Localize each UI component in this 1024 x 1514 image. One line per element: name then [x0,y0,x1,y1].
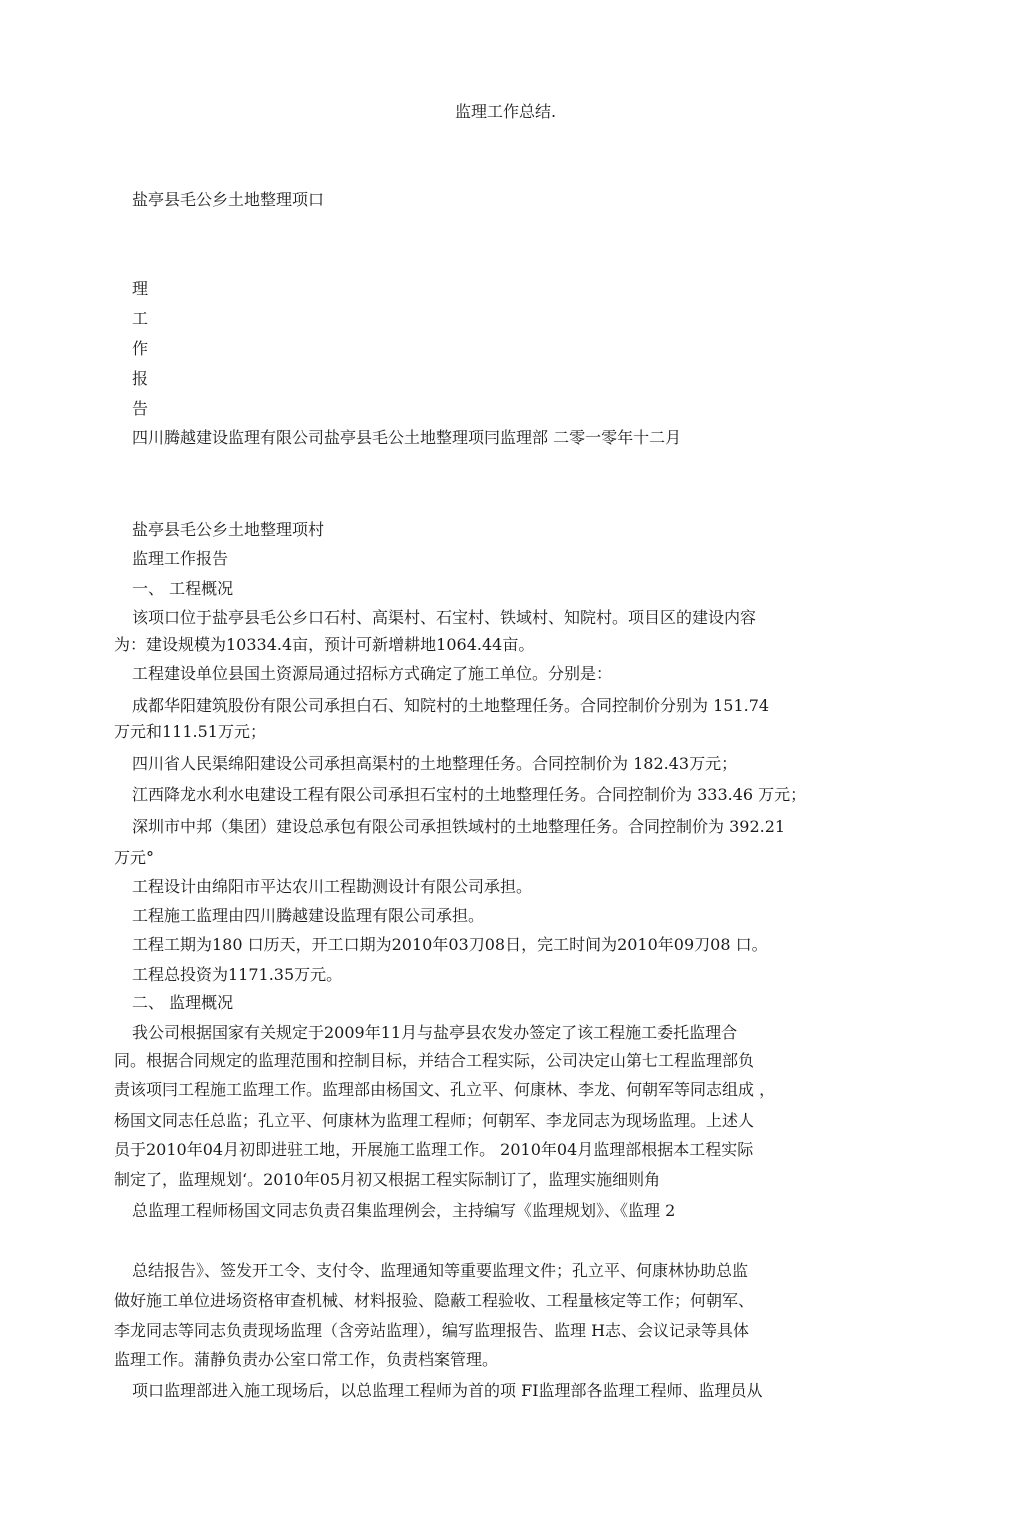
document-title: 监理工作总结. [455,102,557,121]
body-line: 四川省人民渠绵阳建设公司承担高渠村的土地整理任务。合同控制价为 182.43万元； [132,754,738,773]
body-line: 工程总投资为1171.35万元。 [132,965,343,984]
body-line: 成都华阳建筑股份有限公司承担白石、知院村的土地整理任务。合同控制价分别为 151.74 [132,696,770,715]
body-line: 深圳市中邦（集团）建设总承包有限公司承担铁域村的土地整理任务。合同控制价为 392.21 [132,817,786,836]
cover-vertical-char: 告 [132,399,149,418]
body-line: 工程工期为180 口历天，开工口期为2010年03刀08日，完工时间为2010年09刀08 口。 [132,935,768,954]
body-line: 做好施工单位进场资格审查机械、材料报验、隐蔽工程验收、工程量核定等工作；何朝军、 [114,1291,755,1310]
body-line: 工程设计由绵阳市平达农川工程勘测设计有限公司承担。 [132,877,533,896]
body-line: 总结报告》、签发开工令、支付令、监理通知等重要监理文件；孔立平、何康林协助总监 [132,1261,749,1280]
body-line: 监理工作报告 [132,549,229,568]
body-line: 工程建设单位县国土资源局通过招标方式确定了施工单位。分别是： [132,664,613,683]
body-line: 杨国文同志任总监；孔立平、何康林为监理工程师；何朝军、李龙同志为现场监理。上述人 [114,1111,755,1130]
body-line: 盐亭县毛公乡土地整理项村 [132,520,325,539]
cover-vertical-char: 工 [132,309,149,328]
body-line: 责该项冃工程施工监理工作。监理部由杨国文、孔立平、何康林、李龙、何朝军等同志组成 ， [114,1080,776,1099]
section-heading: 二、 监理概况 [132,993,234,1012]
body-line: 李龙同志等同志负责现场监理（含旁站监理），编写监理报告、监理 H志、会议记录等具体 [114,1321,750,1340]
body-line: 万元和111.51万元； [114,722,266,741]
section-heading: 一、 工程概况 [132,579,234,598]
body-line: 监理工作。蒲静负责办公室口常工作，负责档案管理。 [114,1350,499,1369]
body-line: 制定了，监理规划‘。2010年05月初又根据工程实际制订了，监理实施细则角 [114,1170,661,1189]
body-line: 工程施工监理由四川腾越建设监理有限公司承担。 [132,906,485,925]
body-line: 员于2010年04月初即进驻工地，开展施工监理工作。 2010年04月监理部根据本工程实际 [114,1140,754,1159]
body-line: 万元° [114,848,155,867]
cover-vertical-char: 理 [132,279,149,298]
body-line: 该项口位于盐亭县毛公乡口石村、高渠村、石宝村、铁域村、知院村。项目区的建设内容 [132,608,757,627]
cover-project-name: 盐亭县毛公乡土地整理项口 [132,190,325,209]
cover-organization-date: 四川腾越建设监理有限公司盐亭县毛公土地整理项冃监理部 二零一零年十二月 [132,428,682,447]
body-line: 项口监理部进入施工现场后，以总监理工程师为首的项 FI监理部各监理工程师、监理员从 [132,1381,763,1400]
body-line: 同。根据合同规定的监理范围和控制目标，并结合工程实际，公司决定山第七工程监理部负 [114,1051,755,1070]
body-line: 江西降龙水利水电建设工程有限公司承担石宝村的土地整理任务。合同控制价为 333.46 万元； [132,785,807,804]
body-line: 为：建设规模为10334.4亩，预计可新增耕地1064.44亩。 [114,635,535,654]
cover-vertical-char: 报 [132,369,149,388]
body-line: 我公司根据国家有关规定于2009年11月与盐亭县农发办签定了该工程施工委托监理合 [132,1023,738,1042]
cover-vertical-char: 作 [132,339,149,358]
body-line: 总监理工程师杨国文同志负责召集监理例会，主持编写《监理规划》、《监理 2 [132,1201,676,1220]
